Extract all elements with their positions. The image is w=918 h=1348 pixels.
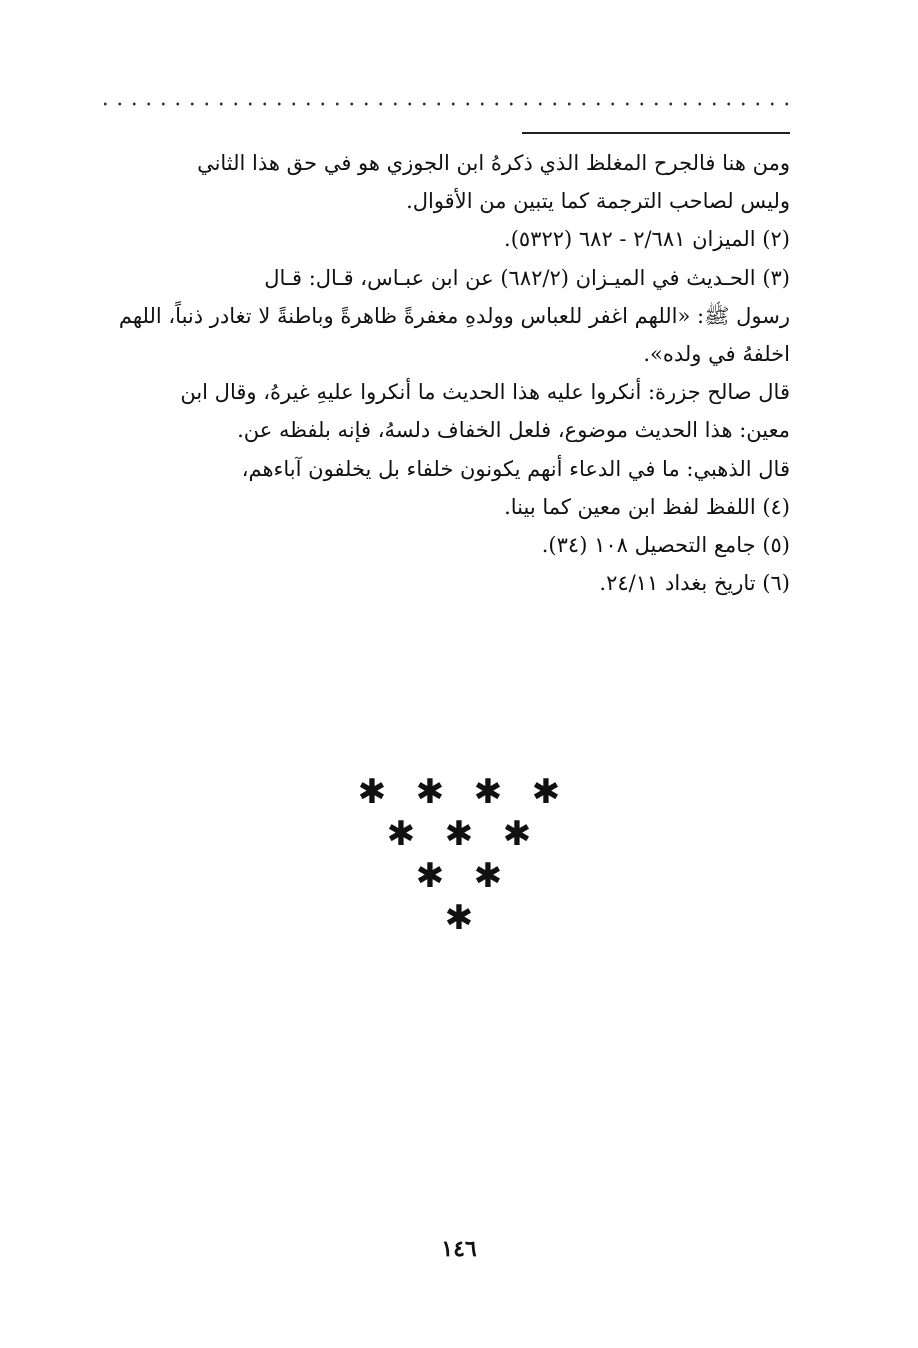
star-row xyxy=(0,772,918,812)
footnotes-block xyxy=(98,144,790,602)
footnote-3-line: اخلفهُ في ولده». xyxy=(643,342,790,367)
footnote-3-line: (٣) الحـديث في الميـزان (٦٨٢/٢) عن ابن عبـاس، قـال: قـال xyxy=(264,265,790,290)
footnote-2: (٢) الميزان ٢/٦٨١ - ٦٨٢ (٥٣٢٢). xyxy=(504,227,790,252)
star-row xyxy=(0,898,918,938)
footnote-3-line: رسول ﷺ: «اللهم اغفر للعباس وولدهِ مغفرةً ظاهرةً وباطنةً لا تغادر ذنباً، اللهم xyxy=(118,303,790,328)
continuation-line: ومن هنا فالجرح المغلظ الذي ذكرهُ ابن الجوزي هو في حق هذا الثاني xyxy=(197,151,790,175)
star-row xyxy=(0,814,918,854)
dhahabi-line: قال الذهبي: ما في الدعاء أنهم يكونون خلفاء بل يخلفون آباءهم، xyxy=(241,456,790,481)
star-icon: ✱ xyxy=(531,772,561,812)
star-icon: ✱ xyxy=(386,814,416,854)
star-icon: ✱ xyxy=(502,814,532,854)
page-number: ١٤٦ xyxy=(441,1236,477,1262)
footnote-6: (٦) تاريخ بغداد ٢٤/١١. xyxy=(599,571,790,596)
star-icon: ✱ xyxy=(415,772,445,812)
continuation-line: وليس لصاحب الترجمة كما يتبين من الأقوال. xyxy=(406,189,790,214)
ibn-maeen-line: معين: هذا الحديث موضوع، فلعل الخفاف دلسهُ، فإنه بلفظه عن. xyxy=(237,418,790,443)
star-row xyxy=(0,856,918,896)
star-icon: ✱ xyxy=(357,772,387,812)
star-icon: ✱ xyxy=(415,856,445,896)
footnote-5: (٥) جامع التحصيل ١٠٨ (٣٤). xyxy=(541,533,790,558)
dotted-separator xyxy=(98,101,790,107)
star-icon: ✱ xyxy=(473,856,503,896)
footnote-rule xyxy=(522,132,790,134)
star-icon: ✱ xyxy=(444,814,474,854)
star-icon: ✱ xyxy=(444,898,474,938)
star-icon: ✱ xyxy=(473,772,503,812)
footnote-4: (٤) اللفظ لفظ ابن معين كما بينا. xyxy=(504,494,790,519)
saleh-jazara-line: قال صالح جزرة: أنكروا عليه هذا الحديث ما أنكروا عليهِ غيرهُ، وقال ابن xyxy=(180,380,790,405)
